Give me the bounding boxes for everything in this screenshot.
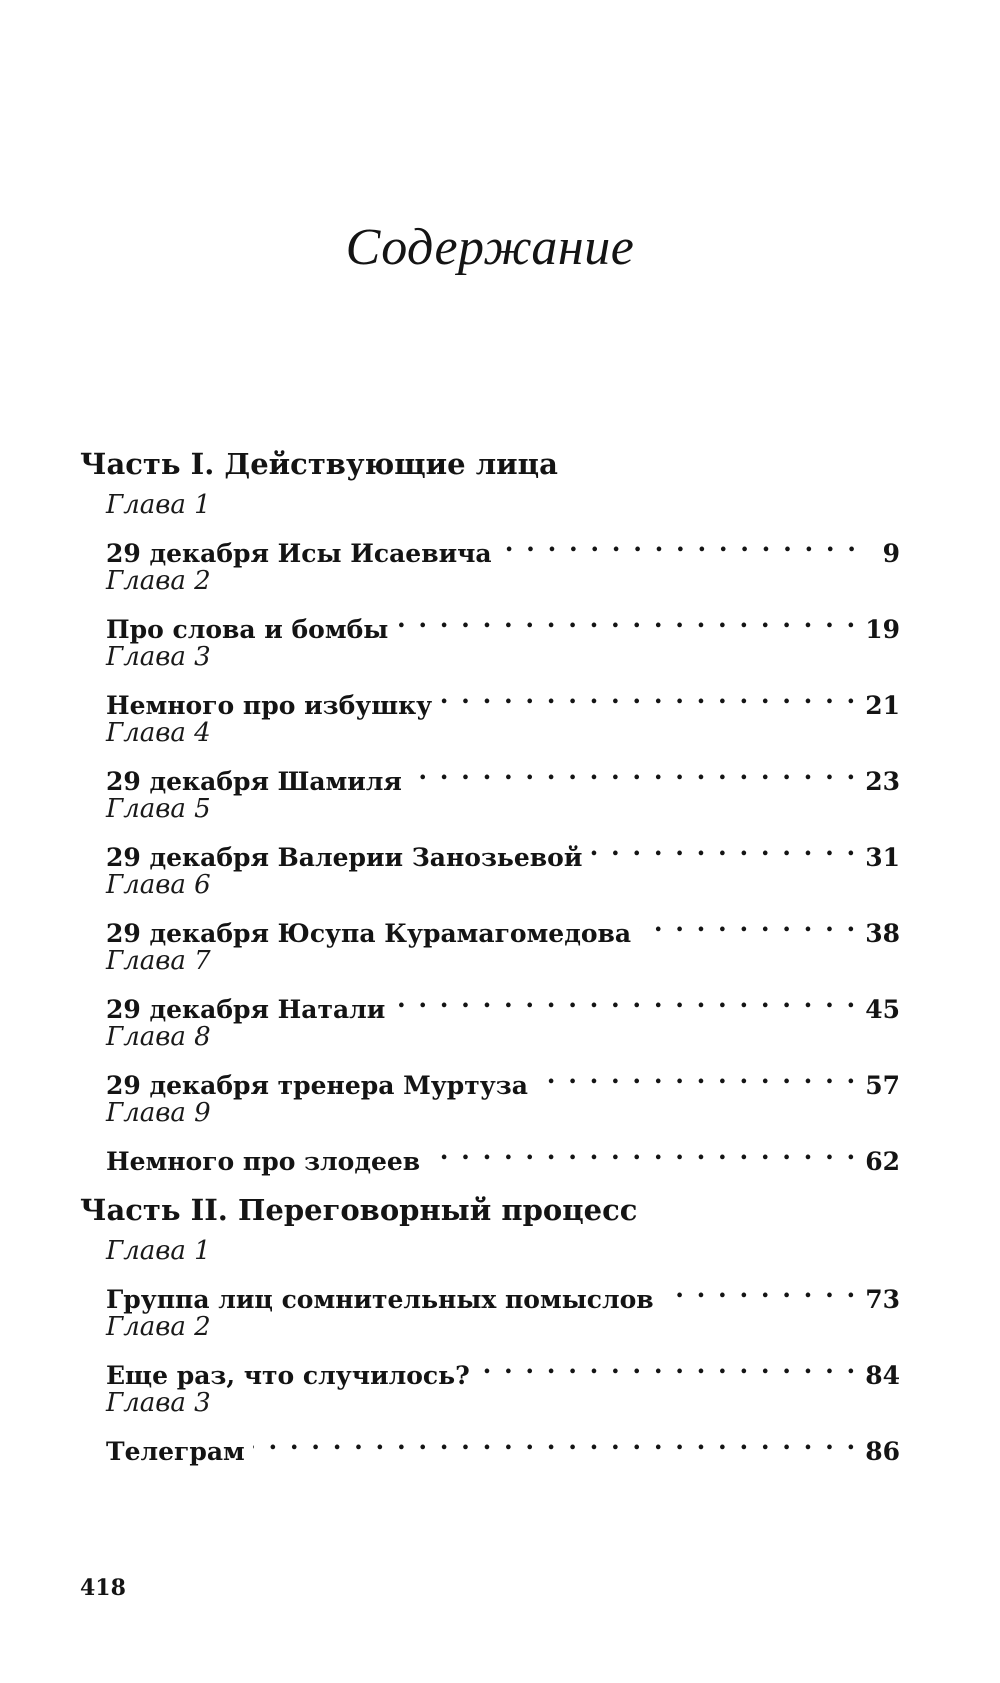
chapter-line — [106, 600, 900, 644]
dot-leader — [590, 828, 857, 866]
toc-chapter-entry — [80, 1018, 900, 1100]
chapter-page-number: 73 — [865, 1285, 900, 1314]
chapter-title: Еще раз, что случилось? — [106, 1361, 470, 1390]
dot-leader — [639, 904, 857, 942]
chapter-label: Глава 2 — [106, 1312, 211, 1342]
chapter-page-number: 62 — [865, 1147, 900, 1176]
chapter-label: Глава 6 — [106, 870, 211, 900]
chapter-label: Глава 2 — [106, 566, 211, 596]
dot-leader — [393, 980, 857, 1018]
dot-leader — [428, 1132, 857, 1170]
toc-chapter-entry — [80, 942, 900, 1024]
chapter-title: 29 декабря тренера Муртуза — [106, 1071, 528, 1100]
chapter-title: 29 декабря Юсупа Курамагомедова — [106, 919, 632, 948]
chapter-label: Глава 5 — [106, 794, 211, 824]
chapter-label: Глава 1 — [106, 1236, 211, 1266]
table-of-contents — [80, 442, 900, 1466]
toc-chapter-entry — [80, 790, 900, 872]
dot-leader — [253, 1422, 857, 1460]
dot-leader — [396, 600, 857, 638]
chapter-title: 29 декабря Натали — [106, 995, 386, 1024]
chapter-label: Глава 4 — [106, 718, 211, 748]
dot-leader — [478, 1346, 857, 1384]
dot-leader — [536, 1056, 857, 1094]
chapter-line — [106, 752, 900, 796]
chapter-page-number: 86 — [865, 1437, 900, 1466]
chapter-line — [106, 1346, 900, 1390]
chapter-title: 29 декабря Валерии Занозьевой — [106, 843, 583, 872]
chapter-title: 29 декабря Шамиля — [106, 767, 402, 796]
chapter-title: Немного про злодеев — [106, 1147, 421, 1176]
toc-chapter-entry — [80, 486, 900, 568]
chapter-line — [106, 1270, 900, 1314]
toc-chapter-entry — [80, 638, 900, 720]
page-number: 418 — [80, 1575, 126, 1601]
toc-part — [80, 442, 900, 1176]
chapter-page-number: 9 — [882, 539, 900, 568]
dot-leader — [662, 1270, 858, 1308]
toc-chapter-entry — [80, 1232, 900, 1314]
dot-leader — [500, 524, 858, 562]
page-title: Содержание — [345, 219, 635, 276]
chapter-line — [106, 1132, 900, 1176]
chapter-label: Глава 9 — [106, 1098, 211, 1128]
chapter-title: Немного про избушку — [106, 691, 433, 720]
toc-chapter-entry — [80, 866, 900, 948]
dot-leader — [410, 752, 857, 790]
chapter-label: Глава 1 — [106, 490, 211, 520]
chapter-page-number: 23 — [865, 767, 900, 796]
toc-chapter-entry — [80, 1384, 900, 1466]
chapter-page-number: 21 — [865, 691, 900, 720]
chapter-line — [106, 1422, 900, 1466]
chapter-page-number: 57 — [865, 1071, 900, 1100]
chapter-page-number: 31 — [865, 843, 900, 872]
toc-chapter-entry — [80, 1308, 900, 1390]
toc-chapter-entry — [80, 562, 900, 644]
chapter-label: Глава 8 — [106, 1022, 211, 1052]
chapter-line — [106, 828, 900, 872]
toc-chapter-entry — [80, 1094, 900, 1176]
chapter-line — [106, 1056, 900, 1100]
part-heading: Часть II. Переговорный процесс — [80, 1193, 638, 1227]
chapter-line — [106, 524, 900, 568]
chapter-title: 29 декабря Исы Исаевича — [106, 539, 492, 568]
chapter-line — [106, 980, 900, 1024]
chapter-label: Глава 3 — [106, 642, 211, 672]
toc-chapter-entry — [80, 714, 900, 796]
part-heading: Часть I. Действующие лица — [80, 447, 558, 481]
chapter-title: Телеграм — [106, 1437, 245, 1466]
chapter-line — [106, 676, 900, 720]
chapter-line — [106, 904, 900, 948]
chapter-label: Глава 7 — [106, 946, 211, 976]
chapter-label: Глава 3 — [106, 1388, 211, 1418]
chapter-page-number: 84 — [865, 1361, 900, 1390]
toc-part — [80, 1188, 900, 1466]
chapter-page-number: 38 — [865, 919, 900, 948]
chapter-title: Группа лиц сомнительных помыслов — [106, 1285, 654, 1314]
chapter-page-number: 19 — [865, 615, 900, 644]
chapter-title: Про слова и бомбы — [106, 615, 389, 644]
dot-leader — [440, 676, 857, 714]
chapter-page-number: 45 — [865, 995, 900, 1024]
